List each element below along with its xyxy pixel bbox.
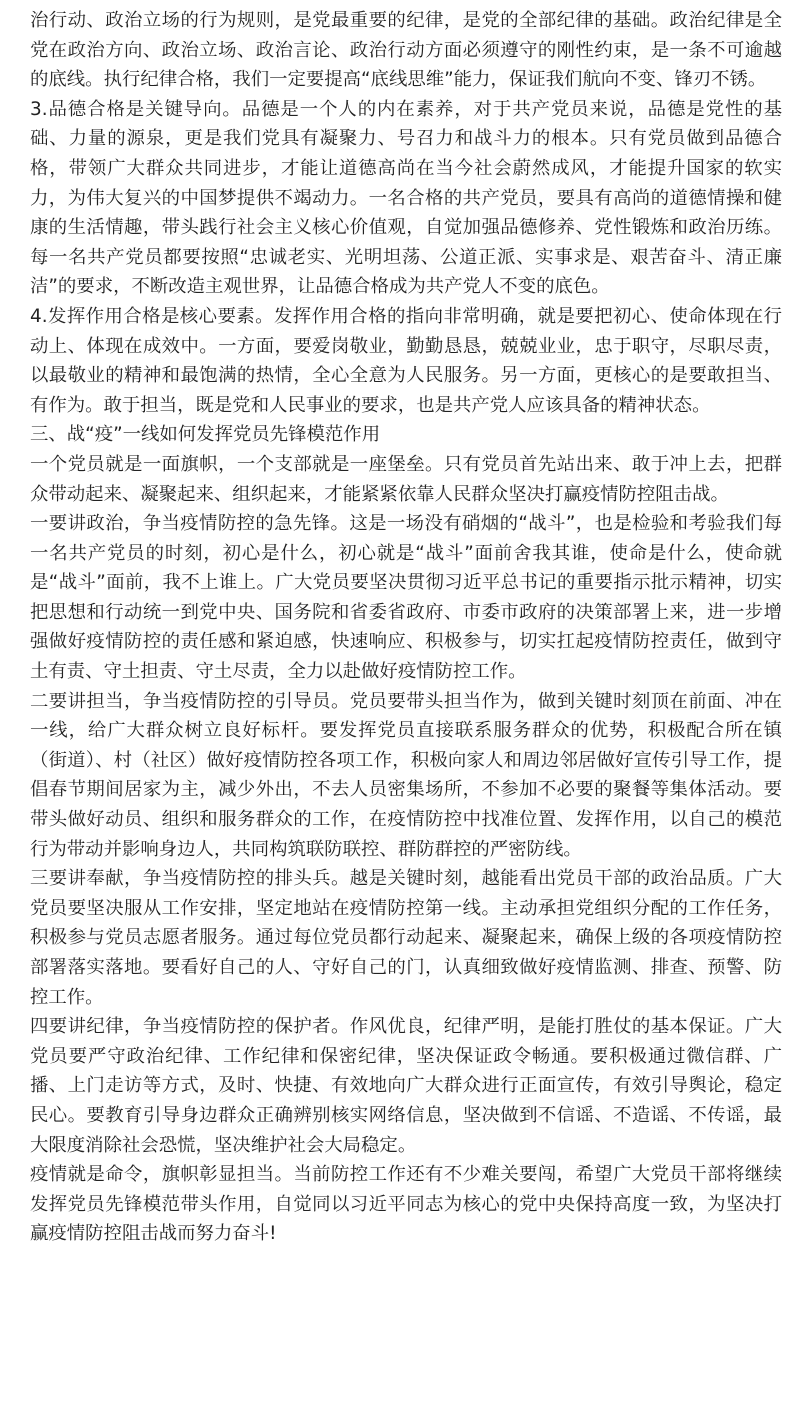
paragraph-party-member-banner: 一个党员就是一面旗帜，一个支部就是一座堡垒。只有党员首先站出来、敢于冲上去，把群众带动起来、凝聚起来、组织起来，才能紧紧依靠人民群众坚决打赢疫情防控阻击战。 (30, 453, 782, 505)
paragraph-conclusion: 疫情就是命令，旗帜彰显担当。当前防控工作还有不少难关要闯，希望广大党员干部将继续发挥党员先锋模范带头作用，自觉同以习近平同志为核心的党中央保持高度一致，为坚决打赢疫情防控阻击战而努力奋斗! (30, 1164, 782, 1245)
paragraph-role-qualification: 4.发挥作用合格是核心要素。发挥作用合格的指向非常明确，就是要把初心、使命体现在行动上、体现在成效中。一方面，要爱岗敬业，勤勤恳恳，兢兢业业，忠于职守，尽职尽责，以最敬业的精神和最饱满的热情，全心全意为人民服务。另一方面，更核心的是要敢担当、有作为。敢于担当，既是党和人民事业的要求，也是共产党人应该具备的精神状态。 (30, 305, 782, 416)
paragraph-moral-qualification: 3.品德合格是关键导向。品德是一个人的内在素养，对于共产党员来说，品德是党性的基础、力量的源泉，更是我们党具有凝聚力、号召力和战斗力的根本。只有党员做到品德合格，带领广大群众共同进步，才能让道德高尚在当今社会蔚然成风，才能提升国家的软实力，为伟大复兴的中国梦提供不竭动力。一名合格的共产党员，要具有高尚的道德情操和健康的生活情趣，带头践行社会主义核心价值观，自觉加强品德修养、党性锻炼和政治历练。每一名共产党员都要按照“忠诚老实、光明坦荡、公道正派、实事求是、艰苦奋斗、清正廉洁”的要求，不断改造主观世界，让品德合格成为共产党人不变的底色。 (30, 98, 782, 298)
paragraph-political-discipline: 治行动、政治立场的行为规则，是党最重要的纪律，是党的全部纪律的基础。政治纪律是全党在政治方向、政治立场、政治言论、政治行动方面必须遵守的刚性约束，是一条不可逾越的底线。执行纪律合格，我们一定要提高“底线思维”能力，保证我们航向不变、锋刃不锈。 (30, 10, 782, 91)
document-body (30, 6, 782, 1249)
paragraph-politics-vanguard: 一要讲政治，争当疫情防控的急先锋。这是一场没有硝烟的“战斗”，也是检验和考验我们每一名共产党员的时刻，初心是什么，初心就是“战斗”面前舍我其谁，使命是什么，使命就是“战斗”面前，我不上谁上。广大党员要坚决贯彻习近平总书记的重要指示批示精神，切实把思想和行动统一到党中央、国务院和省委省政府、市委市政府的决策部署上来，进一步增强做好疫情防控的责任感和紧迫感，快速响应、积极参与，切实扛起疫情防控责任，做到守土有责、守土担责、守土尽责，全力以赴做好疫情防控工作。 (30, 513, 782, 683)
paragraph-dedication-frontline: 三要讲奉献，争当疫情防控的排头兵。越是关键时刻，越能看出党员干部的政治品质。广大党员要坚决服从工作安排，坚定地站在疫情防控第一线。主动承担党组织分配的工作任务，积极参与党员志愿者服务。通过每位党员都行动起来、凝聚起来，确保上级的各项疫情防控部署落实落地。要看好自己的人、守好自己的门，认真细致做好疫情监测、排查、预警、防控工作。 (30, 868, 782, 1008)
paragraph-discipline-protector: 四要讲纪律，争当疫情防控的保护者。作风优良，纪律严明，是能打胜仗的基本保证。广大党员要严守政治纪律、工作纪律和保密纪律，坚决保证政令畅通。要积极通过微信群、广播、上门走访等方式，及时、快捷、有效地向广大群众进行正面宣传，有效引导舆论，稳定民心。要教育引导身边群众正确辨别核实网络信息，坚决做到不信谣、不造谣、不传谣，最大限度消除社会恐慌，坚决维护社会大局稳定。 (30, 1016, 782, 1156)
section-heading-pandemic-frontline: 三、战“疫”一线如何发挥党员先锋模范作用 (30, 424, 381, 446)
paragraph-responsibility-guide: 二要讲担当，争当疫情防控的引导员。党员要带头担当作为，做到关键时刻顶在前面、冲在一线，给广大群众树立良好标杆。要发挥党员直接联系服务群众的优势，积极配合所在镇（街道）、村（社区）做好疫情防控各项工作，积极向家人和周边邻居做好宣传引导工作，提倡春节期间居家为主，减少外出，不去人员密集场所，不参加不必要的聚餐等集体活动。要带头做好动员、组织和服务群众的工作，在疫情防控中找准位置、发挥作用，以自己的模范行为带动并影响身边人，共同构筑联防联控、群防群控的严密防线。 (30, 690, 782, 860)
